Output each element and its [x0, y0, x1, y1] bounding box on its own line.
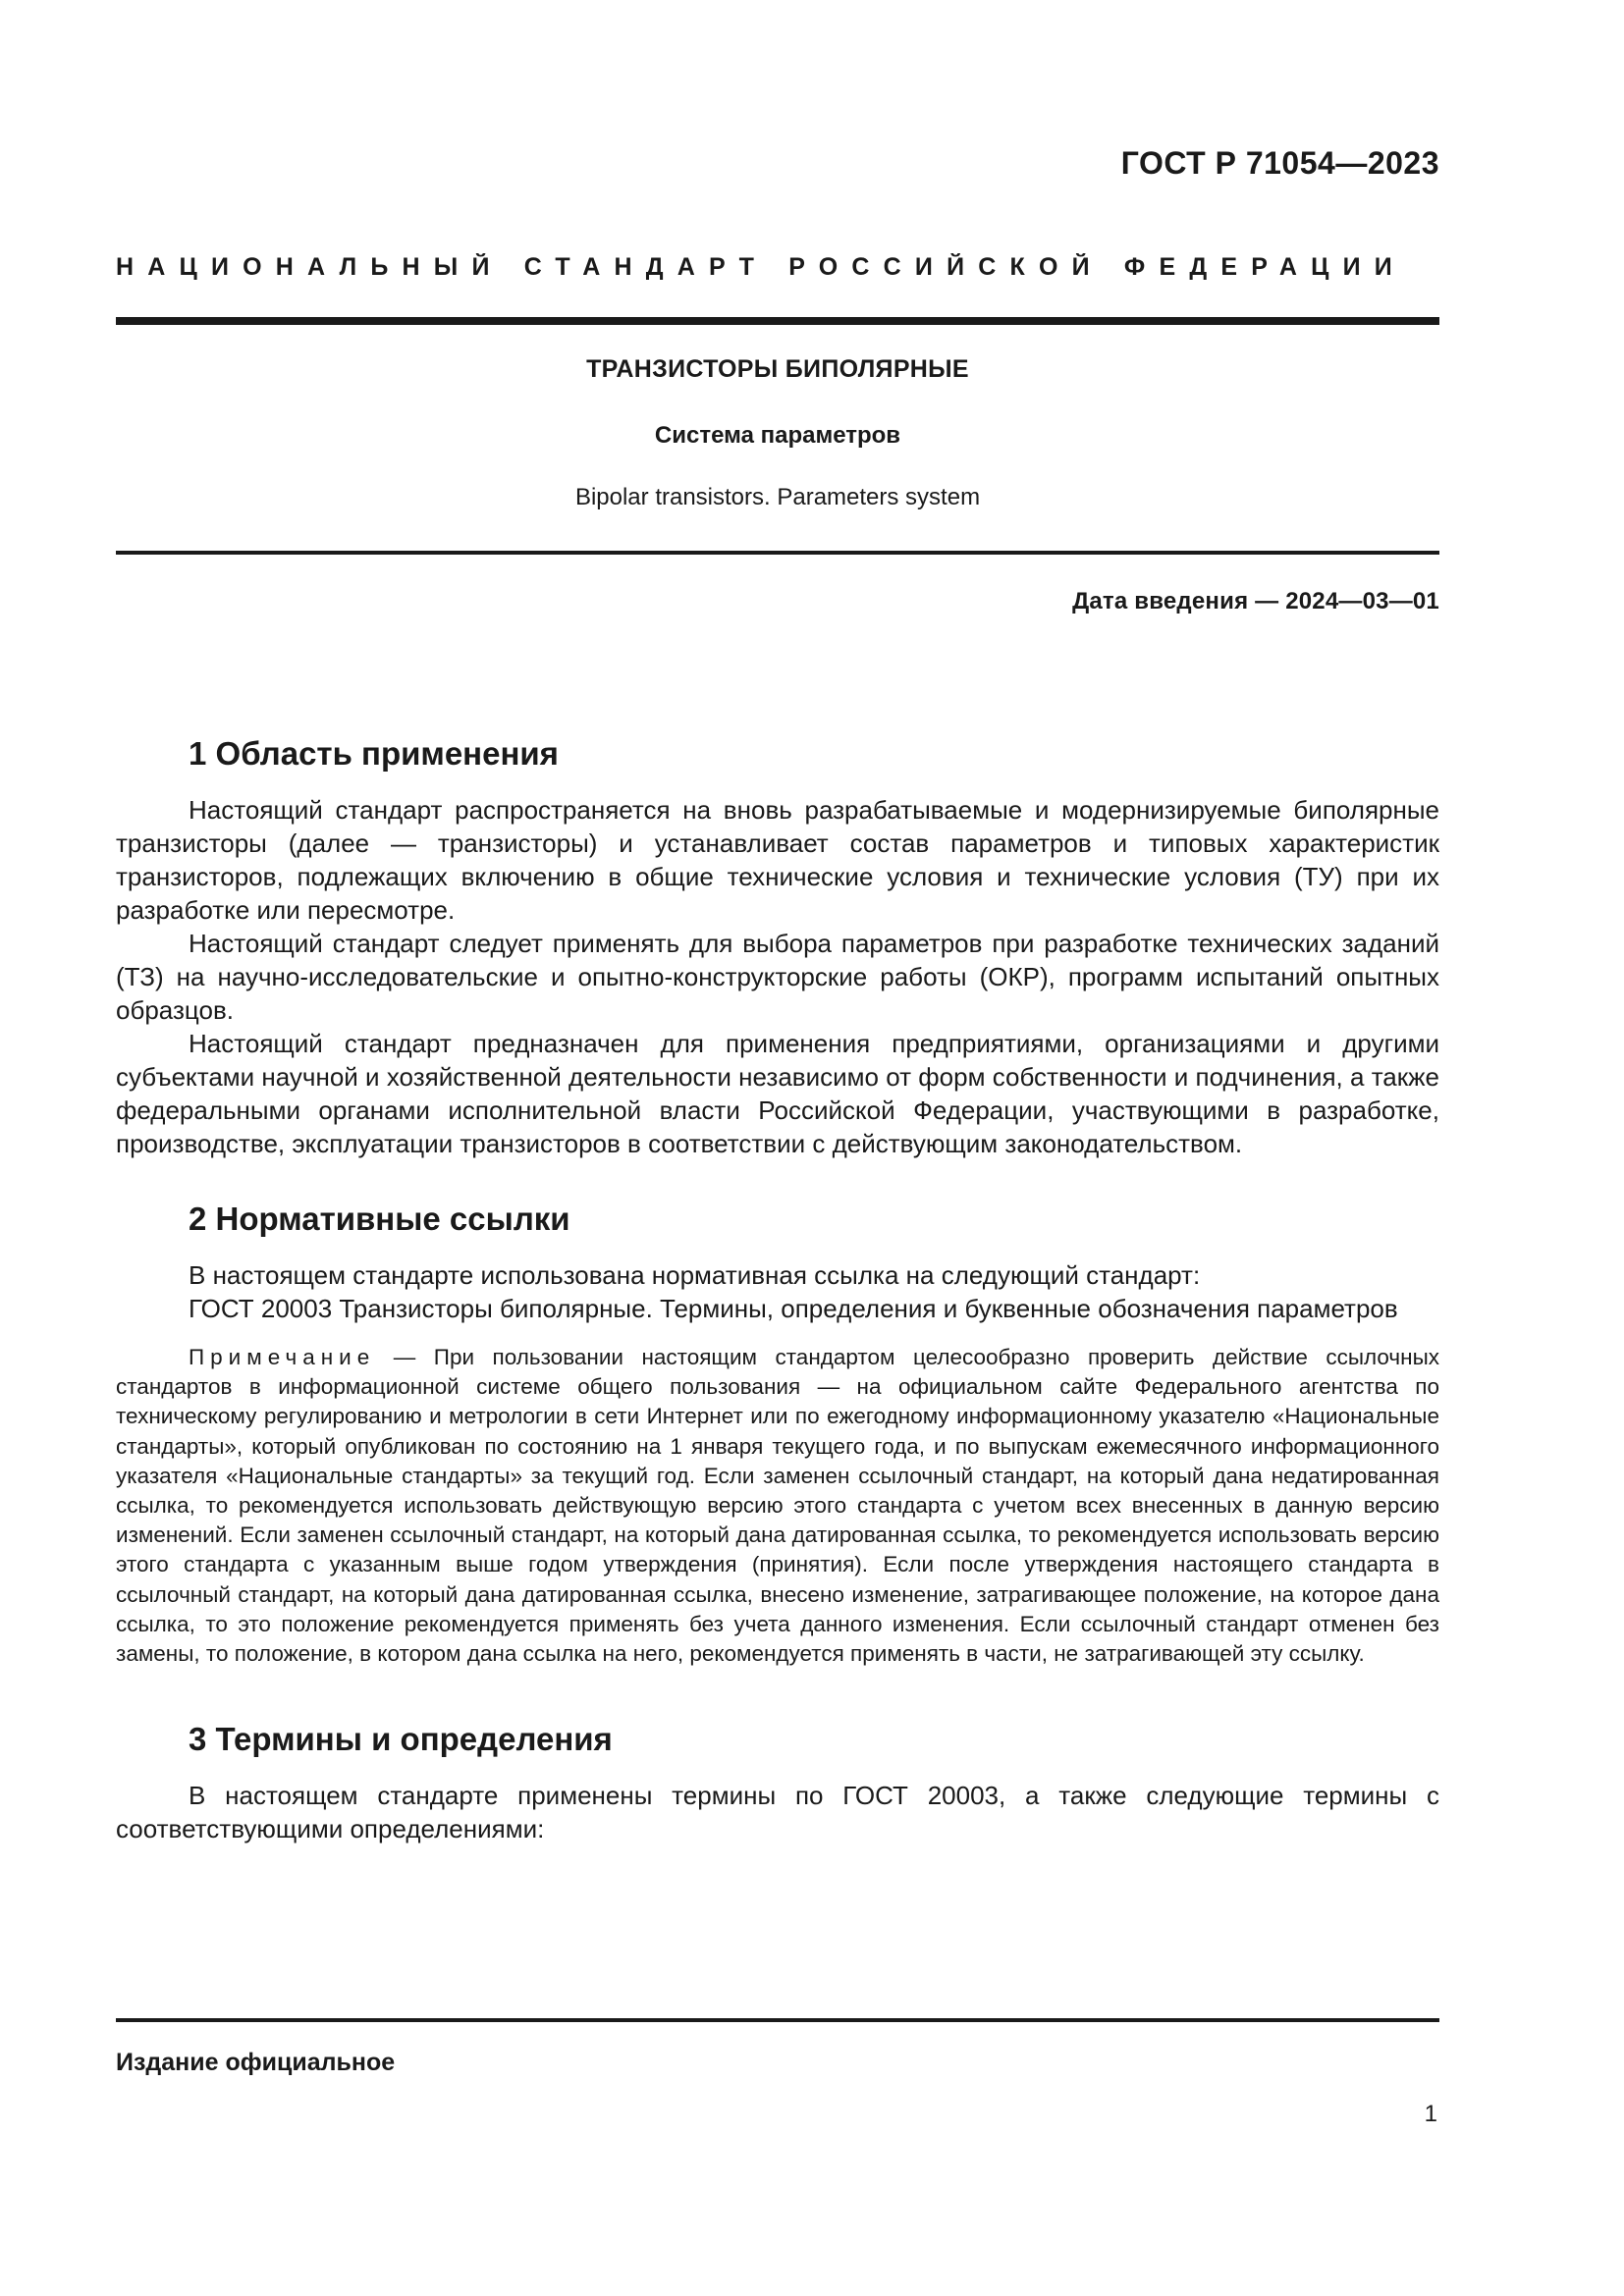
edition-label: Издание официальное [116, 2049, 396, 2076]
section-3-paragraph-1: В настоящем стандарте применены термины по ГОСТ 20003, а также следующие термины с соответствующими определениями: [116, 1781, 1439, 1844]
section-2-paragraph-1: В настоящем стандарте использована нормативная ссылка на следующий стандарт: [189, 1260, 1201, 1290]
document-title: ТРАНЗИСТОРЫ БИПОЛЯРНЫЕ [586, 355, 969, 383]
document-body [116, 734, 1439, 1845]
page-number: 1 [1424, 2101, 1437, 2127]
header-rule [116, 317, 1439, 325]
section-1-heading: 1 Область применения [189, 735, 559, 772]
note-text: — При пользовании настоящим стандартом целесообразно проверить действие ссылочных стандартов в информационной системе общего пользования — на официальном сайте Федерального агентства по техническому регулированию и метрологии в сети Интернет или по ежегодному информационному указателю «Национальные стандарты», который опубликован по состоянию на 1 января текущего года, и по выпускам ежемесячного информационного указателя «Национальные стандарты» за текущий год. Если заменен ссылочный стандарт, на который дана недатированная ссылка, то рекомендуется использовать действующую версию этого стандарта с учетом всех внесенных в данную версию изменений. Если заменен ссылочный стандарт, на который дана датированная ссылка, то рекомендуется использовать версию этого стандарта с указанным выше годом утверждения (принятия). Если после утверждения настоящего стандарта в ссылочный стандарт, на который дана датированная ссылка, внесено изменение, затрагивающее положение, на которое дана ссылка, то это положение рекомендуется применять без учета данного изменения. Если ссылочный стандарт отменен без замены, то положение, в котором дана ссылка на него, рекомендуется применять в части, не затрагивающей эту ссылку. [116, 1345, 1439, 1667]
section-3-heading: 3 Термины и определения [189, 1721, 613, 1758]
footer-rule [116, 2018, 1439, 2022]
standard-banner: НАЦИОНАЛЬНЫЙ СТАНДАРТ РОССИЙСКОЙ ФЕДЕРАЦИИ [116, 253, 1406, 281]
english-title: Bipolar transistors. Parameters system [574, 484, 981, 510]
section-1-paragraph-3: Настоящий стандарт предназначен для применения предприятиями, организациями и другими субъектами научной и хозяйственной деятельности независимо от форм собственности и подчинения, а также федеральными органами исполнительной власти Российской Федерации, участвующими в разработке, производстве, эксплуатации транзисторов в соответствии с действующим законодательством. [116, 1029, 1439, 1158]
section-1-paragraph-1: Настоящий стандарт распространяется на вновь разрабатываемые и модернизируемые биполярные транзисторы (далее — транзисторы) и устанавливает состав параметров и типовых характеристик транзисторов, подлежащих включению в общие технические условия и технические условия (ТУ) при их разработке или пересмотре. [116, 795, 1439, 925]
section-2-heading: 2 Нормативные ссылки [189, 1201, 570, 1237]
title-rule [116, 551, 1439, 555]
document-subtitle: Система параметров [654, 422, 901, 449]
section-1-paragraph-2: Настоящий стандарт следует применять для выбора параметров при разработке технических заданий (ТЗ) на научно-исследовательские и опытно-конструкторские работы (ОКР), программ испытаний опытных образцов. [116, 929, 1439, 1025]
intro-date: Дата введения — 2024—03—01 [1072, 588, 1439, 614]
section-2-note [116, 1343, 1439, 1669]
note-label: Примечание [189, 1345, 376, 1369]
section-2-reference: ГОСТ 20003 Транзисторы биполярные. Термины, определения и буквенные обозначения параметров [189, 1294, 1398, 1323]
document-code: ГОСТ Р 71054—2023 [1120, 145, 1439, 181]
